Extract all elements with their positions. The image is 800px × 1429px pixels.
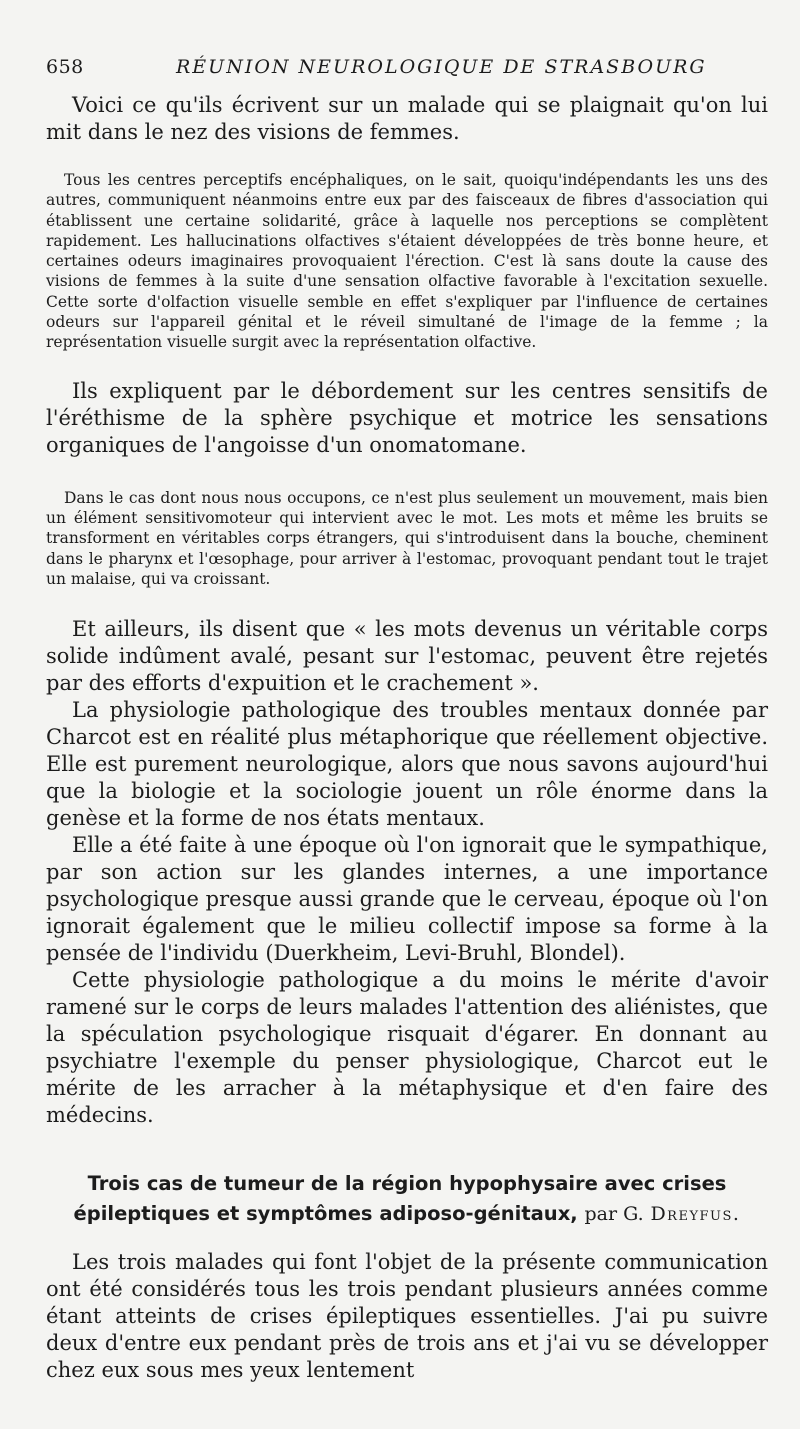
paragraph: Elle a été faite à une époque où l'on ignorait que le sympathique, par son action sur les glandes internes, a une importance psychologique presque aussi grande que le cerveau, époque où l'on ignorait également que le milieu collectif impose sa forme à la pensée de l'individu (Duerkheim, Levi-Bruhl, Blondel).	[46, 833, 768, 966]
quotation-paragraph: Tous les centres perceptifs encéphaliques, on le sait, quoiqu'indépendants les uns des autres, communiquent néanmoins entre eux par des faisceaux de fibres d'association qui établissent une certaine solidarité, grâce à laquelle nos perceptions se complètent rapidement. Les hallucinations olfactives s'étaient développées de très bonne heure, et certaines odeurs imaginaires provoquaient l'érection. C'est là sans doute la cause des visions de femmes à la suite d'une sensation olfactive favorable à l'excitation sexuelle. Cette sorte d'olfaction visuelle semble en effet s'expliquer par l'influence de certaines odeurs sur l'appareil génital et le réveil simultané de l'image de la femme ; la représentation visuelle surgit avec la représentation olfactive.	[46, 171, 768, 352]
paragraph: Ils expliquent par le débordement sur les centres sensitifs de l'éréthisme de la sphère psychique et motrice les sensations organiques de l'angoisse d'un onomatomane.	[46, 378, 768, 457]
paragraph: Voici ce qu'ils écrivent sur un malade qui se plaignait qu'on lui mit dans le nez des visions de femmes.	[46, 93, 768, 144]
section-heading	[46, 1169, 768, 1229]
main-text	[46, 92, 768, 1384]
page-header	[46, 52, 766, 82]
paragraph: La physiologie pathologique des troubles mentaux donnée par Charcot est en réalité plus métaphorique que réellement objective. Elle est purement neurologique, alors que nous savons aujourd'hui que la biologie et la sociologie jouent un rôle énorme dans la genèse et la forme de nos états mentaux.	[46, 698, 768, 831]
running-title: RÉUNION NEUROLOGIQUE DE STRASBOURG	[176, 56, 707, 78]
section-author: Dreyfus.	[650, 1203, 741, 1226]
paragraph: Cette physiologie pathologique a du moins le mérite d'avoir ramené sur le corps de leurs malades l'attention des aliénistes, que la spéculation psychologique risquait d'égarer. En donnant au psychiatre l'exemple du penser physiologique, Charcot eut le mérite de les arracher à la métaphysique et d'en faire des médecins.	[46, 968, 768, 1128]
section-title: Trois cas de tumeur de la région hypophysaire avec crises épileptiques et symptômes adiposo-génitaux,	[73, 1172, 727, 1226]
section-by: par G.	[584, 1203, 644, 1226]
quotation-paragraph: Dans le cas dont nous nous occupons, ce n'est plus seulement un mouvement, mais bien un élément sensitivomoteur qui intervient avec le mot. Les mots et même les bruits se transforment en véritables corps étrangers, qui s'introduisent dans la bouche, cheminent dans le pharynx et l'œsophage, pour arriver à l'estomac, provoquant pendant tout le trajet un malaise, qui va croissant.	[46, 488, 768, 588]
page-number: 658	[46, 56, 84, 78]
section-first-paragraph: Les trois malades qui font l'objet de la présente communication ont été considérés tous les trois pendant plusieurs années comme étant atteints de crises épileptiques essentielles. J'ai pu suivre deux d'entre eux pendant près de trois ans et j'ai vu se développer chez eux sous mes yeux lentement	[46, 1250, 768, 1383]
paragraph: Et ailleurs, ils disent que « les mots devenus un véritable corps solide indûment avalé, pesant sur l'estomac, peuvent être rejetés par des efforts d'expuition et le crachement ».	[46, 617, 768, 696]
